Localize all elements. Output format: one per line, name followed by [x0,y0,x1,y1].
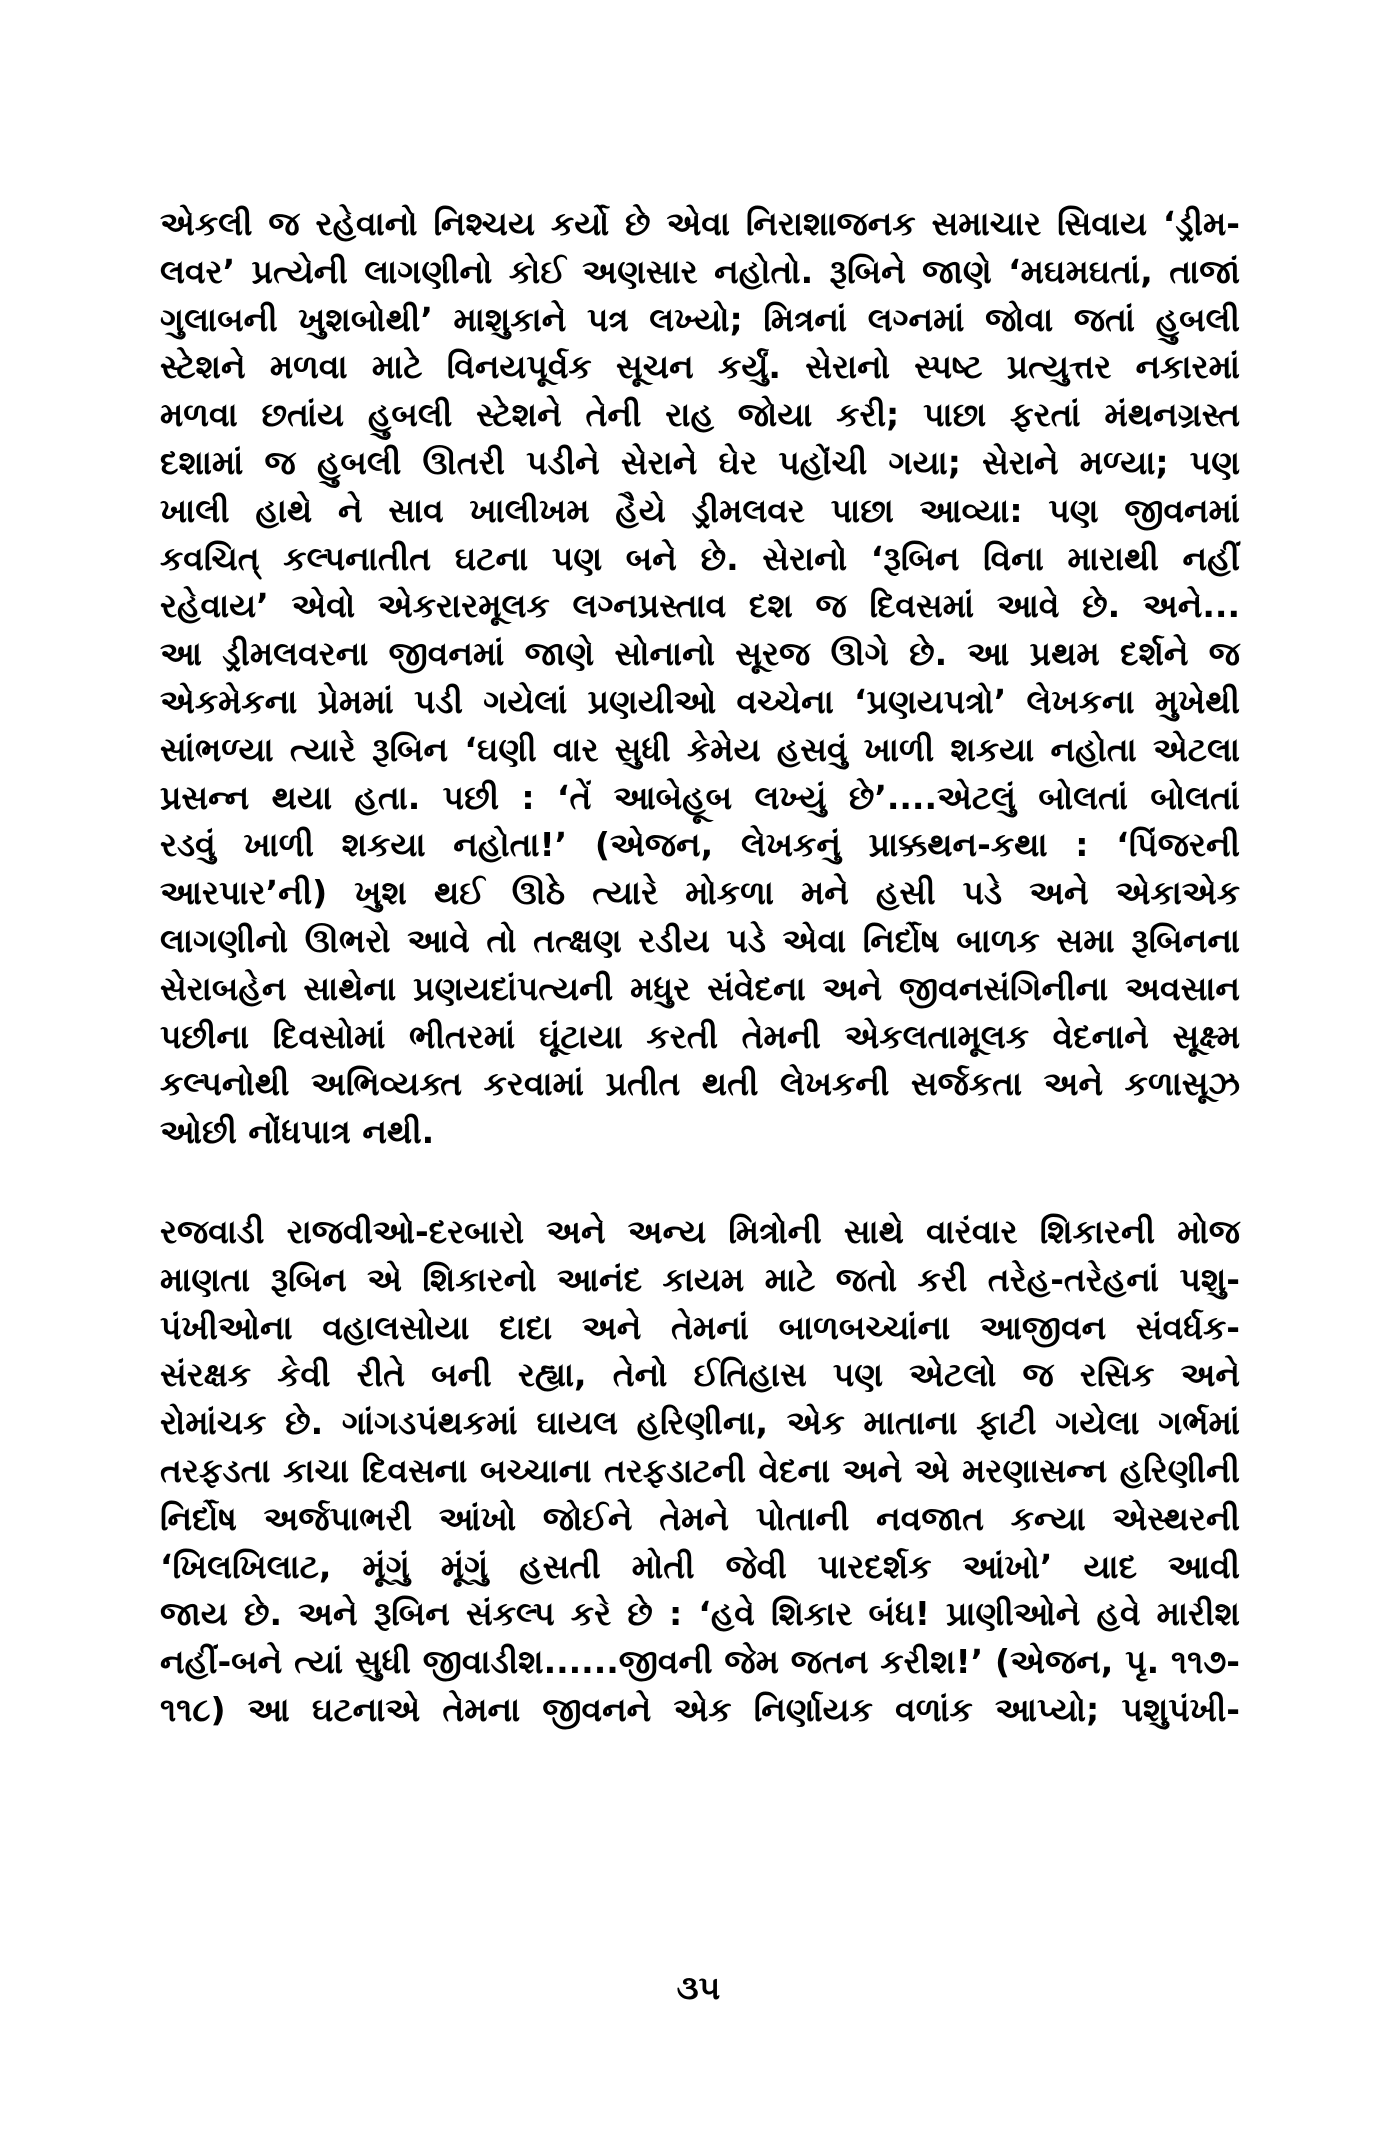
text-line: પ્રસન્ન થયા હતા. પછી : ‘તેં આબેહૂબ લખ્યું છે’....એટલું બોલતાં બોલતાં [160,777,1240,817]
text-line: રડવું ખાળી શકયા નહોતા!’ (એજન, લેખકનું પ્રાક્કથન-કથા : ‘પિંજરની [160,825,1240,865]
text-line: આરપાર’ની) ખુશ થઈ ઊઠે ત્યારે મોકળા મને હસી પડે અને એકાએક [160,873,1240,913]
text-line: પંખીઓના વહાલસોયા દાદા અને તેમનાં બાળબચ્ચાંના આજીવન સંવર્ધક- [160,1307,1240,1347]
text-line: સ્ટેશને મળવા માટે વિનયપૂર્વક સૂચન કર્યું. સેરાનો સ્પષ્ટ પ્રત્યુત્તર નકારમાં [160,347,1240,387]
text-line: દશામાં જ હુબલી ઊતરી પડીને સેરાને ઘેર પહોંચી ગયા; સેરાને મળ્યા; પણ [160,442,1240,482]
text-line: ૧૧૮) આ ઘટનાએ તેમના જીવનને એક નિર્ણાયક વળાંક આપ્યો; પશુપંખી- [160,1689,1240,1729]
text-line: સેરાબહેન સાથેના પ્રણયદાંપત્યની મધુર સંવેદના અને જીવનસંગિનીના અવસાન [160,968,1240,1008]
text-line: નહીં-બને ત્યાં સુધી જીવાડીશ......જીવની જેમ જતન કરીશ!’ (એજન, પૃ. ૧૧૭- [160,1642,1240,1682]
text-line: નિર્દોષ અર્જપાભરી આંખો જોઈને તેમને પોતાની નવજાત કન્યા એસ્થરની [160,1498,1240,1538]
text-line: ‘ખિલખિલાટ, મૂંગું મૂંગું હસતી મોતી જેવી પારદર્શક આંખો’ યાદ આવી [160,1546,1240,1586]
page-body [160,200,1240,1734]
text-line: ગુલાબની ખુશબોથી’ માશુકાને પત્ર લખ્યો; મિત્રનાં લગ્નમાં જોવા જતાં હુબલી [160,299,1240,339]
text-line: કવચિત્ કલ્પનાતીત ઘટના પણ બને છે. સેરાનો ‘રૂબિન વિના મારાથી નહીં [160,538,1241,578]
text-line: મળવા છતાંય હુબલી સ્ટેશને તેની રાહ જોયા કરી; પાછા ફરતાં મંથનગ્રસ્ત [160,395,1240,435]
text-line: એકલી જ રહેવાનો નિશ્ચય કર્યો છે એવા નિરાશાજનક સમાચાર સિવાય ‘ડ્રીમ- [160,204,1240,243]
text-line: લવર’ પ્રત્યેની લાગણીનો કોઈ અણસાર નહોતો. રૂબિને જાણે ‘મઘમઘતાં, તાજાં [160,251,1240,291]
text-line: ઓછી નોંધપાત્ર નથી. [160,1112,435,1152]
text-line: જાય છે. અને રૂબિન સંકલ્પ કરે છે : ‘હવે શિકાર બંધ! પ્રાણીઓને હવે મારીશ [160,1594,1240,1634]
text-line: રહેવાય’ એવો એકરારમૂલક લગ્નપ્રસ્તાવ દશ જ દિવસમાં આવે છે. અને... [160,586,1240,626]
paragraph-1 [160,200,1240,1156]
text-line: પછીના દિવસોમાં ભીતરમાં ઘૂંટાયા કરતી તેમની એકલતામૂલક વેદનાને સૂક્ષ્મ [160,1016,1240,1056]
text-line: સાંભળ્યા ત્યારે રૂબિન ‘ઘણી વાર સુધી કેમેય હસવું ખાળી શકયા નહોતા એટલા [160,729,1240,769]
paragraph-2 [160,1208,1240,1734]
text-line: રજવાડી રાજવીઓ-દરબારો અને અન્ય મિત્રોની સાથે વારંવાર શિકારની મોજ [160,1211,1240,1251]
text-line: સંરક્ષક કેવી રીતે બની રહ્યા, તેનો ઈતિહાસ પણ એટલો જ રસિક અને [160,1355,1240,1395]
text-line: એકમેકના પ્રેમમાં પડી ગયેલાં પ્રણયીઓ વચ્ચેના ‘પ્રણયપત્રો’ લેખકના મુખેથી [160,681,1240,721]
text-line: લાગણીનો ઊભરો આવે તો તત્ક્ષણ રડીય પડે એવા નિર્દોષ બાળક સમા રૂબિનના [160,920,1240,960]
text-line: તરફડતા કાચા દિવસના બચ્ચાના તરફડાટની વેદના અને એ મરણાસન્ન હરિણીની [160,1450,1240,1490]
paragraph-gap [160,1156,1240,1208]
text-line: આ ડ્રીમલવરના જીવનમાં જાણે સોનાનો સૂરજ ઊગે છે. આ પ્રથમ દર્શને જ [160,634,1240,674]
text-line: ખાલી હાથે ને સાવ ખાલીખમ હૈયે ડ્રીમલવર પાછા આવ્યા: પણ જીવનમાં [160,490,1240,530]
text-line: કલ્પનોથી અભિવ્યક્ત કરવામાં પ્રતીત થતી લેખકની સર્જકતા અને કળાસૂઝ [160,1064,1240,1104]
page-number: ૩૫ [676,1968,721,2007]
text-line: રોમાંચક છે. ગાંગડપંથકમાં ઘાયલ હરિણીના, એક માતાના ફાટી ગયેલા ગર્ભમાં [160,1403,1240,1443]
text-line: માણતા રૂબિન એ શિકારનો આનંદ કાયમ માટે જતો કરી તરેહ-તરેહનાં પશુ- [160,1259,1240,1299]
